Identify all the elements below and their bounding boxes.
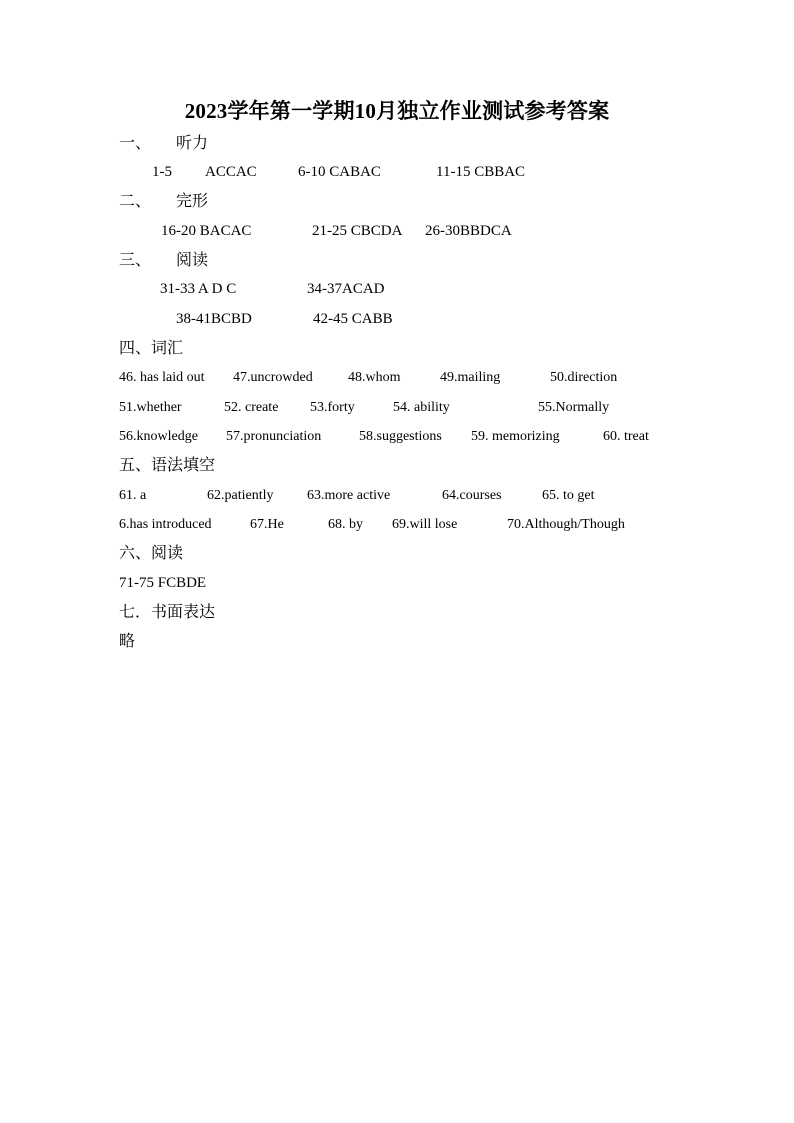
vocab-answer-57: 57.pronunciation bbox=[226, 429, 322, 444]
vocab-answer-50: 50.direction bbox=[550, 370, 618, 385]
section-reading-number: 三、 bbox=[119, 252, 152, 269]
grammar-answer-61: 61. a bbox=[119, 488, 147, 503]
section-grammar-heading: 五、语法填空 bbox=[119, 457, 216, 474]
listening-answer-3: 11-15 CBBAC bbox=[436, 164, 526, 180]
grammar-answer-68: 68. by bbox=[328, 517, 363, 532]
page-title: 2023学年第一学期10月独立作业测试参考答案 bbox=[184, 99, 610, 123]
vocab-answer-53: 53.forty bbox=[310, 400, 355, 415]
grammar-answer-65: 65. to get bbox=[542, 488, 595, 503]
reading2-answer: 71-75 FCBDE bbox=[119, 575, 207, 591]
grammar-answer-70: 70.Although/Though bbox=[507, 517, 625, 532]
reading-answer-4: 42-45 CABB bbox=[313, 311, 393, 327]
cloze-answer-3: 26-30BBDCA bbox=[425, 223, 512, 239]
vocab-answer-58: 58.suggestions bbox=[359, 429, 442, 444]
grammar-answer-64: 64.courses bbox=[442, 488, 502, 503]
section-vocabulary-heading: 四、词汇 bbox=[119, 340, 184, 357]
vocab-answer-55: 55.Normally bbox=[538, 400, 610, 415]
vocab-answer-47: 47.uncrowded bbox=[233, 370, 313, 385]
section-reading2-heading: 六、阅读 bbox=[119, 545, 184, 562]
vocab-answer-60: 60. treat bbox=[603, 429, 649, 444]
grammar-answer-62: 62.patiently bbox=[207, 488, 274, 503]
listening-range-1: 1-5 bbox=[152, 164, 172, 180]
vocab-answer-52: 52. create bbox=[224, 400, 279, 415]
vocab-answer-48: 48.whom bbox=[348, 370, 401, 385]
vocab-answer-49: 49.mailing bbox=[440, 370, 501, 385]
listening-answer-2: 6-10 CABAC bbox=[298, 164, 381, 180]
section-cloze-heading: 完形 bbox=[176, 193, 209, 210]
vocab-answer-59: 59. memorizing bbox=[471, 429, 560, 444]
reading-answer-1: 31-33 A D C bbox=[160, 281, 237, 297]
reading-answer-3: 38-41BCBD bbox=[176, 311, 252, 327]
grammar-answer-67: 67.He bbox=[250, 517, 284, 532]
section-writing-heading: 七．书面表达 bbox=[119, 604, 216, 621]
vocab-answer-54: 54. ability bbox=[393, 400, 450, 415]
vocab-answer-51: 51.whether bbox=[119, 400, 182, 415]
section-listening-number: 一、 bbox=[119, 135, 152, 152]
vocab-answer-46: 46. has laid out bbox=[119, 370, 205, 385]
listening-answer-1: ACCAC bbox=[205, 164, 257, 180]
cloze-answer-2: 21-25 CBCDA bbox=[312, 223, 403, 239]
reading-answer-2: 34-37ACAD bbox=[307, 281, 385, 297]
section-cloze-number: 二、 bbox=[119, 193, 152, 210]
writing-answer: 略 bbox=[119, 633, 136, 650]
section-listening-heading: 听力 bbox=[176, 135, 209, 152]
grammar-answer-69: 69.will lose bbox=[392, 517, 458, 532]
vocab-answer-56: 56.knowledge bbox=[119, 429, 198, 444]
grammar-answer-66: 6.has introduced bbox=[119, 517, 212, 532]
section-reading-heading: 阅读 bbox=[176, 252, 209, 269]
grammar-answer-63: 63.more active bbox=[307, 488, 391, 503]
cloze-answer-1: 16-20 BACAC bbox=[161, 223, 252, 239]
